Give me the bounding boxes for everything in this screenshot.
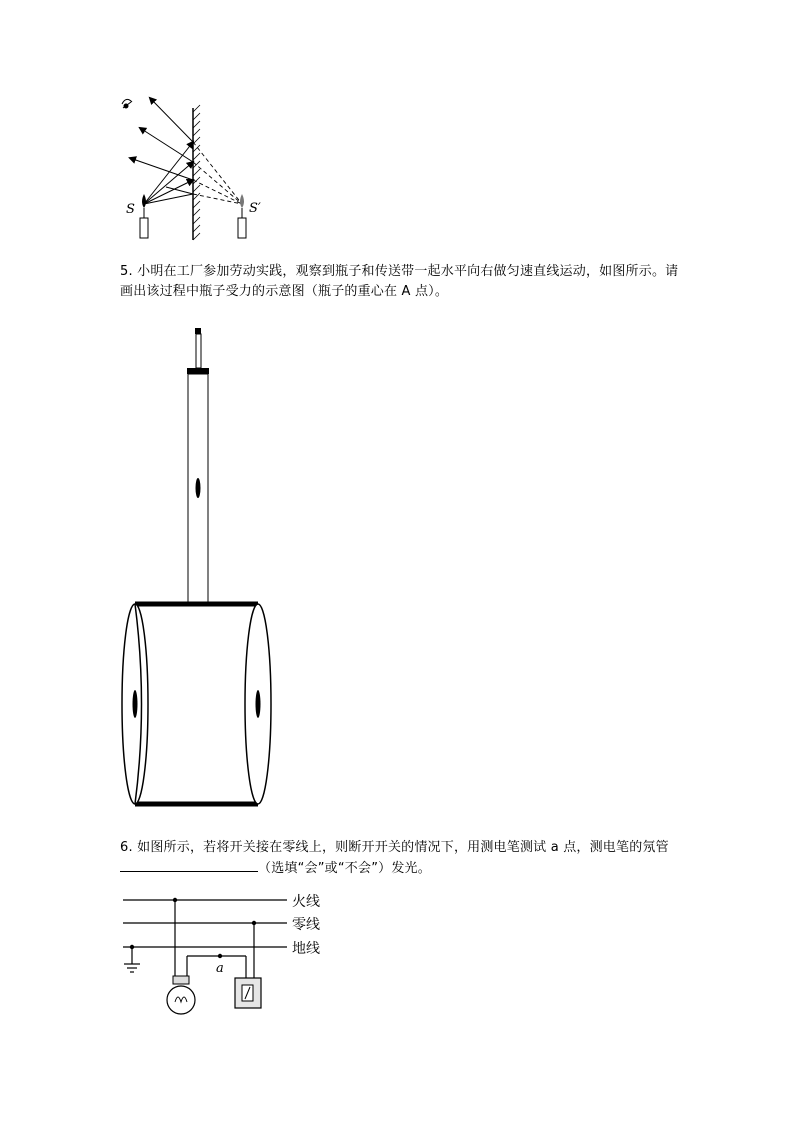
- test-point-a: [218, 954, 222, 958]
- question-6-text-before: 如图所示，若将开关接在零线上，则断开开关的情况下，用测电笔测试 a 点，测电笔的氖管: [137, 840, 669, 855]
- image-label: S′: [249, 201, 261, 216]
- center-of-gravity-mark: [196, 478, 201, 498]
- candle-image: [238, 194, 246, 238]
- mirror-reflection-figure: [110, 90, 280, 245]
- eye-icon: [122, 99, 132, 108]
- mirror-hatching: [193, 105, 200, 240]
- question-5-number: 5.: [120, 264, 133, 279]
- question-5-text: 小明在工厂参加劳动实践，观察到瓶子和传送带一起水平向右做匀速直线运动，如图所示。请画出该过程中瓶子受力的示意图（瓶子的重心在 A 点）。: [120, 264, 679, 299]
- point-a-label: a: [216, 961, 224, 976]
- question-6-text-after: （选填“会”或“不会”）发光。: [258, 861, 431, 876]
- bottle-conveyor-figure: [115, 320, 285, 815]
- neutral-wire-label: 零线: [292, 917, 320, 933]
- lamp-icon: [167, 976, 195, 1014]
- question-5: [120, 262, 680, 302]
- live-wire-label: 火线: [292, 894, 320, 910]
- switch-icon[interactable]: [235, 978, 261, 1008]
- source-label: S: [126, 202, 135, 217]
- ground-wire-label: 地线: [292, 941, 320, 957]
- question-6-number: 6.: [120, 840, 133, 855]
- answer-blank[interactable]: [120, 858, 258, 872]
- question-6: [120, 838, 680, 879]
- circuit-figure: [115, 890, 295, 1020]
